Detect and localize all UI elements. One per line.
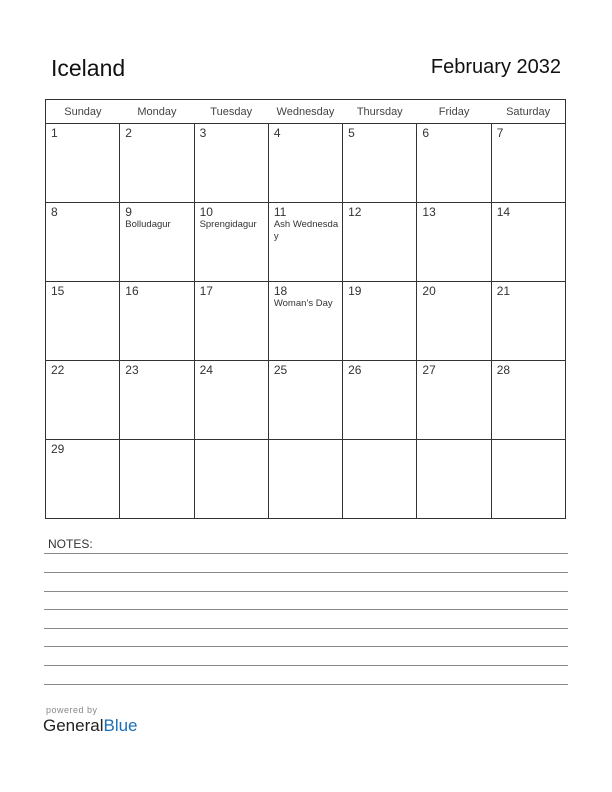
- notes-line: [44, 553, 568, 554]
- day-number: 18: [273, 284, 288, 298]
- calendar-day-cell: [491, 203, 565, 282]
- month-year-title: February 2032: [430, 56, 561, 78]
- calendar-day-cell: [120, 203, 194, 282]
- notes-line: [44, 665, 568, 666]
- day-number: 6: [422, 126, 430, 140]
- calendar-day-cell: [491, 361, 565, 440]
- day-number: 11: [273, 205, 287, 219]
- calendar-day-cell: [417, 440, 491, 519]
- calendar-day-cell: [491, 124, 565, 203]
- powered-by-text: powered by: [46, 705, 98, 715]
- weekday-header: Saturday: [491, 100, 565, 124]
- weekday-header: Wednesday: [268, 100, 342, 124]
- notes-line: [44, 572, 568, 573]
- calendar-day-cell: [417, 124, 491, 203]
- day-number: 14: [496, 205, 511, 219]
- day-number: 10: [199, 205, 213, 219]
- calendar-week-row: [46, 361, 566, 440]
- day-number: 15: [51, 284, 65, 298]
- weekday-header-row: [46, 100, 566, 124]
- calendar-day-cell: [120, 361, 194, 440]
- day-number: 27: [422, 363, 436, 377]
- weekday-header: Sunday: [46, 100, 120, 124]
- calendar-day-cell: [417, 203, 491, 282]
- calendar-day-cell: [491, 282, 565, 361]
- calendar-day-cell: [268, 440, 342, 519]
- calendar-day-cell: [194, 124, 268, 203]
- calendar-day-cell: [268, 282, 342, 361]
- notes-label: NOTES:: [48, 537, 93, 551]
- weekday-header: Thursday: [343, 100, 417, 124]
- calendar-day-cell: [120, 124, 194, 203]
- calendar-week-row: [46, 124, 566, 203]
- day-number: 2: [125, 126, 132, 140]
- holiday-label: Sprengidagur: [199, 219, 257, 230]
- logo-part-blue: Blue: [103, 716, 138, 735]
- holiday-label: Woman’s Day: [273, 298, 333, 309]
- day-number: 25: [273, 363, 288, 377]
- day-number: 1: [51, 126, 58, 140]
- day-number: 20: [422, 284, 436, 298]
- calendar-day-cell: [343, 203, 417, 282]
- calendar-grid: [45, 99, 566, 519]
- day-number: 19: [348, 284, 362, 298]
- calendar-day-cell: [194, 361, 268, 440]
- day-number: 21: [496, 284, 511, 298]
- calendar-day-cell: [268, 361, 342, 440]
- calendar-day-cell: [46, 440, 120, 519]
- notes-line: [44, 684, 568, 685]
- notes-line: [44, 628, 568, 629]
- day-number: 17: [199, 284, 213, 298]
- day-number: 24: [199, 363, 213, 377]
- calendar-day-cell: [343, 361, 417, 440]
- calendar-day-cell: [417, 361, 491, 440]
- calendar-day-cell: [343, 282, 417, 361]
- holiday-label: Ash Wednesday: [273, 219, 339, 242]
- calendar-day-cell: [194, 440, 268, 519]
- day-number: 9: [125, 205, 132, 219]
- day-number: 26: [348, 363, 362, 377]
- weekday-header: Friday: [417, 100, 491, 124]
- calendar-day-cell: [343, 124, 417, 203]
- calendar-week-row: [46, 282, 566, 361]
- day-number: 8: [51, 205, 58, 219]
- calendar-day-cell: [343, 440, 417, 519]
- calendar-day-cell: [46, 361, 120, 440]
- calendar-day-cell: [46, 282, 120, 361]
- calendar-body: [46, 124, 566, 519]
- calendar-day-cell: [417, 282, 491, 361]
- day-number: 28: [496, 363, 511, 377]
- day-number: 3: [199, 126, 207, 140]
- day-number: 7: [496, 126, 504, 140]
- calendar-week-row: [46, 440, 566, 519]
- holiday-label: Bolludagur: [125, 219, 171, 230]
- day-number: 4: [273, 126, 281, 140]
- calendar-day-cell: [120, 282, 194, 361]
- calendar-day-cell: [120, 440, 194, 519]
- generalblue-logo: [43, 716, 138, 736]
- calendar-day-cell: [268, 203, 342, 282]
- logo-part-general: General: [43, 716, 104, 735]
- calendar-day-cell: [46, 203, 120, 282]
- notes-line: [44, 646, 568, 647]
- day-number: 5: [348, 126, 355, 140]
- calendar-day-cell: [46, 124, 120, 203]
- day-number: 13: [422, 205, 436, 219]
- calendar-week-row: [46, 203, 566, 282]
- day-number: 29: [51, 442, 65, 456]
- country-title: Iceland: [51, 55, 126, 81]
- calendar-day-cell: [268, 124, 342, 203]
- day-number: 22: [51, 363, 65, 377]
- day-number: 23: [125, 363, 139, 377]
- calendar-day-cell: [491, 440, 565, 519]
- day-number: 16: [125, 284, 139, 298]
- notes-line: [44, 609, 568, 610]
- weekday-header: Tuesday: [194, 100, 268, 124]
- calendar-day-cell: [194, 203, 268, 282]
- day-number: 12: [348, 205, 362, 219]
- notes-line: [44, 591, 568, 592]
- weekday-header: Monday: [120, 100, 194, 124]
- calendar-day-cell: [194, 282, 268, 361]
